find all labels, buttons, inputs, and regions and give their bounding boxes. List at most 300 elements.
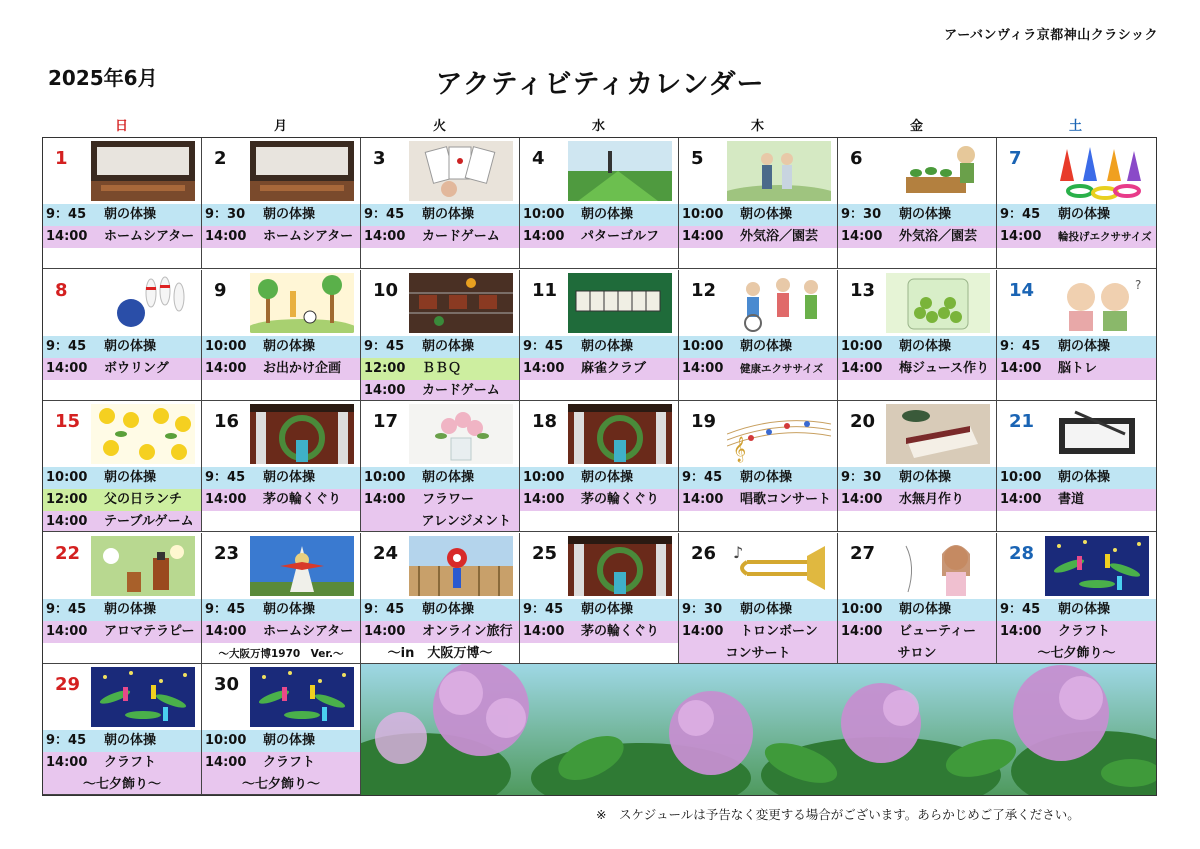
activity-name: 朝の体操 — [581, 601, 634, 617]
activity-name: 朝の体操 — [740, 207, 793, 222]
activity-row — [202, 752, 360, 774]
activity-time: 14:00 — [682, 360, 724, 376]
ring-toss-icon — [1045, 141, 1149, 201]
activity-row — [838, 336, 996, 358]
activity-name: 朝の体操 — [104, 207, 157, 222]
activity-name: 朝の体操 — [263, 601, 316, 617]
activity-list — [997, 599, 1156, 664]
activity-time: 9：45 — [364, 207, 405, 222]
activity-row — [997, 489, 1156, 511]
facility-name: アーバンヴィラ京都神山クラシック — [944, 28, 1158, 43]
activity-name: お出かけ企画 — [263, 360, 342, 376]
activity-time: 9：45 — [46, 601, 87, 617]
activity-row — [43, 336, 201, 358]
activity-row — [997, 621, 1156, 643]
activity-time: 14:00 — [523, 229, 565, 244]
day-cell — [520, 533, 679, 664]
activity-list — [43, 204, 201, 248]
activity-name: 朝の体操 — [740, 601, 793, 617]
weekday-wed: 水 — [591, 119, 605, 134]
day-number: 29 — [55, 674, 81, 695]
activity-name: フラワー — [422, 492, 475, 507]
activity-list — [520, 336, 678, 380]
activity-name: 茅の輪くぐり — [581, 492, 660, 507]
activity-time: 10:00 — [682, 338, 724, 354]
activity-time: 14:00 — [1000, 229, 1042, 244]
activity-name: 朝の体操 — [422, 601, 475, 617]
activity-row — [43, 467, 201, 489]
day-cell — [838, 533, 997, 664]
activity-list — [361, 336, 519, 401]
day-number: 30 — [214, 674, 240, 695]
activity-row — [361, 380, 519, 401]
activity-row — [679, 621, 837, 643]
activity-list — [361, 204, 519, 248]
activity-name: ～七夕飾り～ — [82, 777, 161, 792]
activity-name: サロン — [897, 645, 937, 661]
activity-row — [838, 599, 996, 621]
activity-name: 茅の輪くぐり — [581, 623, 660, 639]
activity-time: 14:00 — [46, 755, 88, 770]
activity-name: 朝の体操 — [581, 338, 634, 354]
activity-row — [679, 226, 837, 248]
day-number: 8 — [55, 279, 68, 301]
activity-row — [202, 643, 360, 664]
activity-row — [679, 204, 837, 226]
activity-time: 14:00 — [523, 492, 565, 507]
activity-name: 朝の体操 — [1058, 207, 1111, 222]
weekday-tue: 火 — [432, 119, 446, 134]
activity-time: 14:00 — [523, 623, 565, 639]
day-number: 27 — [850, 542, 876, 564]
activity-list — [838, 467, 996, 511]
activity-list — [838, 204, 996, 248]
activity-time: 14:00 — [841, 492, 883, 507]
day-number: 1 — [55, 148, 68, 169]
activity-time: 14:00 — [46, 623, 88, 639]
day-cell — [838, 401, 997, 532]
activity-name: 朝の体操 — [104, 601, 157, 617]
day-cell — [520, 138, 679, 269]
activity-list — [997, 336, 1156, 380]
activity-time: 14:00 — [46, 360, 88, 376]
activity-name: 書道 — [1058, 492, 1085, 507]
fathers-day-flowers-icon — [91, 404, 195, 464]
day-cell — [202, 401, 361, 532]
day-cell — [202, 664, 361, 795]
day-number: 9 — [214, 279, 227, 301]
activity-time: 10:00 — [523, 470, 565, 485]
activity-row — [838, 358, 996, 380]
activity-list — [838, 336, 996, 380]
activity-row — [202, 204, 360, 226]
activity-time: 10:00 — [205, 733, 247, 748]
activity-time: 10:00 — [841, 338, 883, 354]
day-cell — [43, 401, 202, 532]
activity-name: 朝の体操 — [422, 470, 475, 485]
activity-name: 朝の体操 — [581, 470, 634, 485]
activity-time: 9：45 — [46, 338, 87, 354]
activity-name: ＢＢＱ — [422, 360, 462, 376]
activity-name: 朝の体操 — [1058, 338, 1111, 354]
day-number: 11 — [532, 279, 558, 301]
weekday-thu: 木 — [750, 119, 764, 134]
activity-list — [361, 467, 519, 532]
weekday-mon: 月 — [273, 119, 287, 134]
day-number: 20 — [850, 411, 876, 432]
home-theater-icon — [250, 141, 354, 201]
activity-row — [520, 336, 678, 358]
activity-name: 朝の体操 — [263, 733, 316, 748]
activity-row — [361, 467, 519, 489]
activity-list — [361, 599, 519, 664]
activity-row — [520, 204, 678, 226]
activity-list — [679, 204, 837, 248]
activity-time: 14:00 — [1000, 360, 1042, 376]
activity-time: 10:00 — [523, 207, 565, 222]
activity-row — [202, 467, 360, 489]
aroma-oil-icon — [91, 536, 195, 596]
activity-name: ボウリング — [104, 360, 169, 376]
day-cell — [997, 270, 1156, 401]
activity-row — [997, 467, 1156, 489]
day-number: 4 — [532, 148, 545, 169]
activity-list — [43, 730, 201, 795]
activity-time: 10:00 — [1000, 470, 1042, 485]
day-number: 16 — [214, 411, 240, 432]
day-number: 23 — [214, 542, 240, 564]
activity-row — [43, 599, 201, 621]
activity-row — [43, 621, 201, 643]
activity-row — [202, 226, 360, 248]
activity-name: トロンボーン — [740, 623, 818, 639]
activity-time: 9：45 — [46, 733, 87, 748]
day-number: 28 — [1009, 542, 1035, 564]
activity-time: 9：45 — [523, 338, 564, 354]
activity-row — [43, 774, 201, 795]
day-number: 3 — [373, 148, 386, 169]
activity-row — [997, 599, 1156, 621]
activity-row — [202, 774, 360, 795]
activity-row — [997, 336, 1156, 358]
day-cell — [202, 533, 361, 664]
activity-time: 14:00 — [205, 229, 247, 244]
activity-list — [202, 204, 360, 248]
activity-row — [202, 730, 360, 752]
activity-time: 9：45 — [1000, 601, 1041, 617]
activity-name: 朝の体操 — [104, 338, 157, 354]
chinowa-ring-icon — [568, 404, 672, 464]
activity-name: 朝の体操 — [104, 733, 157, 748]
mahjong-icon — [568, 273, 672, 333]
schedule-disclaimer: ※ スケジュールは予告なく変更する場合がございます。あらかじめご了承ください。 — [596, 807, 1080, 822]
activity-name: 唱歌コンサート — [740, 492, 832, 507]
activity-name: パターゴルフ — [581, 229, 660, 244]
activity-row — [43, 204, 201, 226]
trombone-icon — [727, 536, 831, 596]
activity-time: 14:00 — [205, 360, 247, 376]
hydrangea-photo — [361, 663, 1156, 795]
activity-name: 朝の体操 — [899, 338, 952, 354]
day-number: 7 — [1009, 148, 1022, 169]
activity-row — [361, 621, 519, 643]
animals-outing-icon — [250, 273, 354, 333]
activity-time: 14:00 — [841, 229, 883, 244]
activity-list — [43, 599, 201, 643]
activity-row — [679, 467, 837, 489]
activity-time: 14:00 — [364, 382, 406, 398]
weekday-fri: 金 — [909, 119, 923, 134]
activity-time: 12:00 — [364, 360, 406, 376]
activity-row — [43, 730, 201, 752]
activity-time: 9：30 — [205, 207, 246, 222]
activity-row — [997, 643, 1156, 664]
activity-row — [202, 358, 360, 380]
activity-list — [520, 467, 678, 511]
activity-name: カードゲーム — [422, 229, 500, 244]
calligraphy-icon — [1045, 404, 1149, 464]
activity-name: 朝の体操 — [263, 338, 316, 354]
activity-name: クラフト — [104, 755, 157, 770]
day-cell — [997, 533, 1156, 664]
day-number: 13 — [850, 279, 876, 301]
activity-name: 朝の体操 — [422, 207, 475, 222]
day-cell — [838, 270, 997, 401]
activity-time: 14:00 — [523, 360, 565, 376]
activity-row — [361, 511, 519, 532]
activity-time: 14:00 — [1000, 492, 1042, 507]
day-cell — [43, 533, 202, 664]
activity-list — [202, 599, 360, 664]
activity-name: 水無月作り — [899, 492, 965, 507]
activity-list — [997, 467, 1156, 511]
bbq-icon — [409, 273, 513, 333]
activity-time: 14:00 — [364, 229, 406, 244]
activity-name: 麻雀クラブ — [581, 360, 647, 376]
calendar-grid — [42, 137, 1157, 796]
activity-name: クラフト — [263, 755, 316, 770]
day-cell — [679, 401, 838, 532]
activity-time: 10:00 — [46, 470, 88, 485]
activity-time: 14:00 — [205, 755, 247, 770]
brain-training-icon — [1045, 273, 1149, 333]
minazuki-sweet-icon — [886, 404, 990, 464]
activity-row — [43, 226, 201, 248]
activity-row — [361, 336, 519, 358]
activity-row — [43, 511, 201, 532]
activity-row — [520, 621, 678, 643]
activity-name: アレンジメント — [421, 514, 511, 529]
activity-time: 14:00 — [682, 492, 724, 507]
svg-text:𝄞: 𝄞 — [733, 437, 747, 462]
activity-time: 9：30 — [682, 601, 723, 617]
health-exercise-icon — [727, 273, 831, 333]
activity-time: 14:00 — [841, 360, 883, 376]
activity-name: 朝の体操 — [1058, 470, 1111, 485]
day-number: 12 — [691, 279, 717, 301]
activity-name: ホームシアター — [263, 623, 354, 639]
activity-row — [997, 358, 1156, 380]
activity-row — [997, 226, 1156, 248]
activity-name: オンライン旅行 — [422, 623, 513, 639]
day-cell — [361, 270, 520, 401]
day-number: 6 — [850, 148, 863, 169]
day-number: 15 — [55, 411, 81, 432]
activity-time: 10:00 — [841, 601, 883, 617]
activity-name: 朝の体操 — [422, 338, 475, 354]
day-cell — [361, 138, 520, 269]
day-cell — [520, 401, 679, 532]
activity-row — [520, 467, 678, 489]
activity-name: 外気浴／園芸 — [899, 229, 978, 244]
activity-list — [997, 204, 1156, 248]
activity-name: カードゲーム — [422, 382, 500, 398]
activity-name: 朝の体操 — [104, 470, 157, 485]
activity-row — [361, 643, 519, 664]
activity-time: 14:00 — [364, 492, 406, 507]
day-number: 21 — [1009, 411, 1035, 432]
activity-row — [520, 489, 678, 511]
activity-row — [838, 467, 996, 489]
day-number: 14 — [1009, 279, 1035, 301]
activity-time: 14:00 — [1000, 623, 1042, 639]
activity-list — [520, 599, 678, 643]
activity-time: 10:00 — [682, 207, 724, 222]
day-number: 24 — [373, 542, 399, 564]
activity-list — [43, 336, 201, 380]
activity-time: 12:00 — [46, 492, 88, 507]
weekday-sat: 土 — [1068, 119, 1082, 134]
activity-name: 梅ジュース作り — [899, 360, 990, 376]
day-cell — [43, 270, 202, 401]
day-number: 5 — [691, 148, 704, 169]
activity-row — [520, 358, 678, 380]
putter-golf-icon — [568, 141, 672, 201]
activity-row — [838, 489, 996, 511]
activity-row — [679, 336, 837, 358]
activity-name: テーブルゲーム — [104, 514, 194, 529]
day-number: 19 — [691, 411, 717, 432]
activity-list — [679, 336, 837, 380]
day-cell — [997, 138, 1156, 269]
bowling-icon — [91, 273, 195, 333]
activity-row — [997, 204, 1156, 226]
activity-name: ～七夕飾り～ — [241, 777, 320, 792]
activity-row — [838, 226, 996, 248]
page-title: アクティビティカレンダー — [435, 69, 765, 100]
activity-time: 9：30 — [841, 470, 882, 485]
day-cell — [43, 664, 202, 795]
day-cell — [679, 270, 838, 401]
activity-row — [520, 226, 678, 248]
activity-list — [43, 467, 201, 532]
activity-name: 朝の体操 — [263, 207, 316, 222]
activity-time: 14:00 — [205, 492, 247, 507]
activity-time: 9：45 — [46, 207, 87, 222]
day-cell — [997, 401, 1156, 532]
activity-row — [202, 621, 360, 643]
day-cell — [202, 138, 361, 269]
flower-vase-icon — [409, 404, 513, 464]
activity-name: 朝の体操 — [899, 601, 952, 617]
activity-name: 朝の体操 — [1058, 601, 1111, 617]
activity-name: ～大阪万博1970 Ver.～ — [218, 647, 344, 660]
activity-row — [361, 358, 519, 380]
chinowa-ring-icon — [568, 536, 672, 596]
day-cell — [361, 401, 520, 532]
activity-time: 14:00 — [682, 623, 724, 639]
activity-time: 14:00 — [364, 623, 406, 639]
gardening-icon — [886, 141, 990, 201]
activity-time: 9：45 — [523, 601, 564, 617]
activity-row — [679, 358, 837, 380]
activity-row — [43, 358, 201, 380]
activity-name: 朝の体操 — [740, 470, 793, 485]
activity-time: 9：45 — [1000, 207, 1041, 222]
ume-jar-icon — [886, 273, 990, 333]
day-cell — [679, 138, 838, 269]
activity-row — [361, 599, 519, 621]
activity-name: 外気浴／園芸 — [740, 229, 819, 244]
activity-row — [202, 489, 360, 511]
day-number: 10 — [373, 279, 399, 301]
tanabata-icon — [1045, 536, 1149, 596]
beauty-salon-icon — [886, 536, 990, 596]
tower-of-sun-icon — [250, 536, 354, 596]
activity-row — [202, 336, 360, 358]
activity-time: 14:00 — [205, 623, 247, 639]
activity-list — [838, 599, 996, 664]
day-number: 25 — [532, 542, 558, 564]
activity-row — [838, 621, 996, 643]
activity-time: 10:00 — [205, 338, 247, 354]
activity-name: 朝の体操 — [581, 207, 634, 222]
activity-time: 14:00 — [46, 514, 88, 529]
activity-list — [679, 467, 837, 511]
day-cell — [838, 138, 997, 269]
activity-time: 9：45 — [364, 338, 405, 354]
day-number: 22 — [55, 542, 81, 564]
activity-name: 朝の体操 — [740, 338, 793, 354]
outdoor-walk-icon — [727, 141, 831, 201]
activity-row — [838, 643, 996, 664]
activity-time: 9：45 — [1000, 338, 1041, 354]
svg-text:?: ? — [1135, 277, 1142, 292]
activity-name: 朝の体操 — [263, 470, 316, 485]
activity-row — [520, 599, 678, 621]
activity-list — [202, 336, 360, 380]
day-cell — [202, 270, 361, 401]
activity-time: 9：45 — [205, 470, 246, 485]
day-number: 18 — [532, 411, 558, 432]
activity-name: 輪投げエクササイズ — [1058, 231, 1152, 243]
activity-list — [520, 204, 678, 248]
activity-name: クラフト — [1058, 623, 1111, 639]
chinowa-ring-icon — [250, 404, 354, 464]
activity-row — [43, 752, 201, 774]
activity-list — [202, 467, 360, 511]
activity-time: 10:00 — [364, 470, 406, 485]
activity-time: 9：45 — [682, 470, 723, 485]
activity-time: 14:00 — [841, 623, 883, 639]
activity-name: 脳トレ — [1058, 360, 1098, 376]
tanabata-icon — [91, 667, 195, 727]
activity-name: ビューティー — [899, 623, 976, 639]
activity-name: ～in 大阪万博～ — [387, 645, 493, 661]
activity-row — [202, 599, 360, 621]
activity-name: 朝の体操 — [899, 207, 952, 222]
activity-row — [361, 226, 519, 248]
